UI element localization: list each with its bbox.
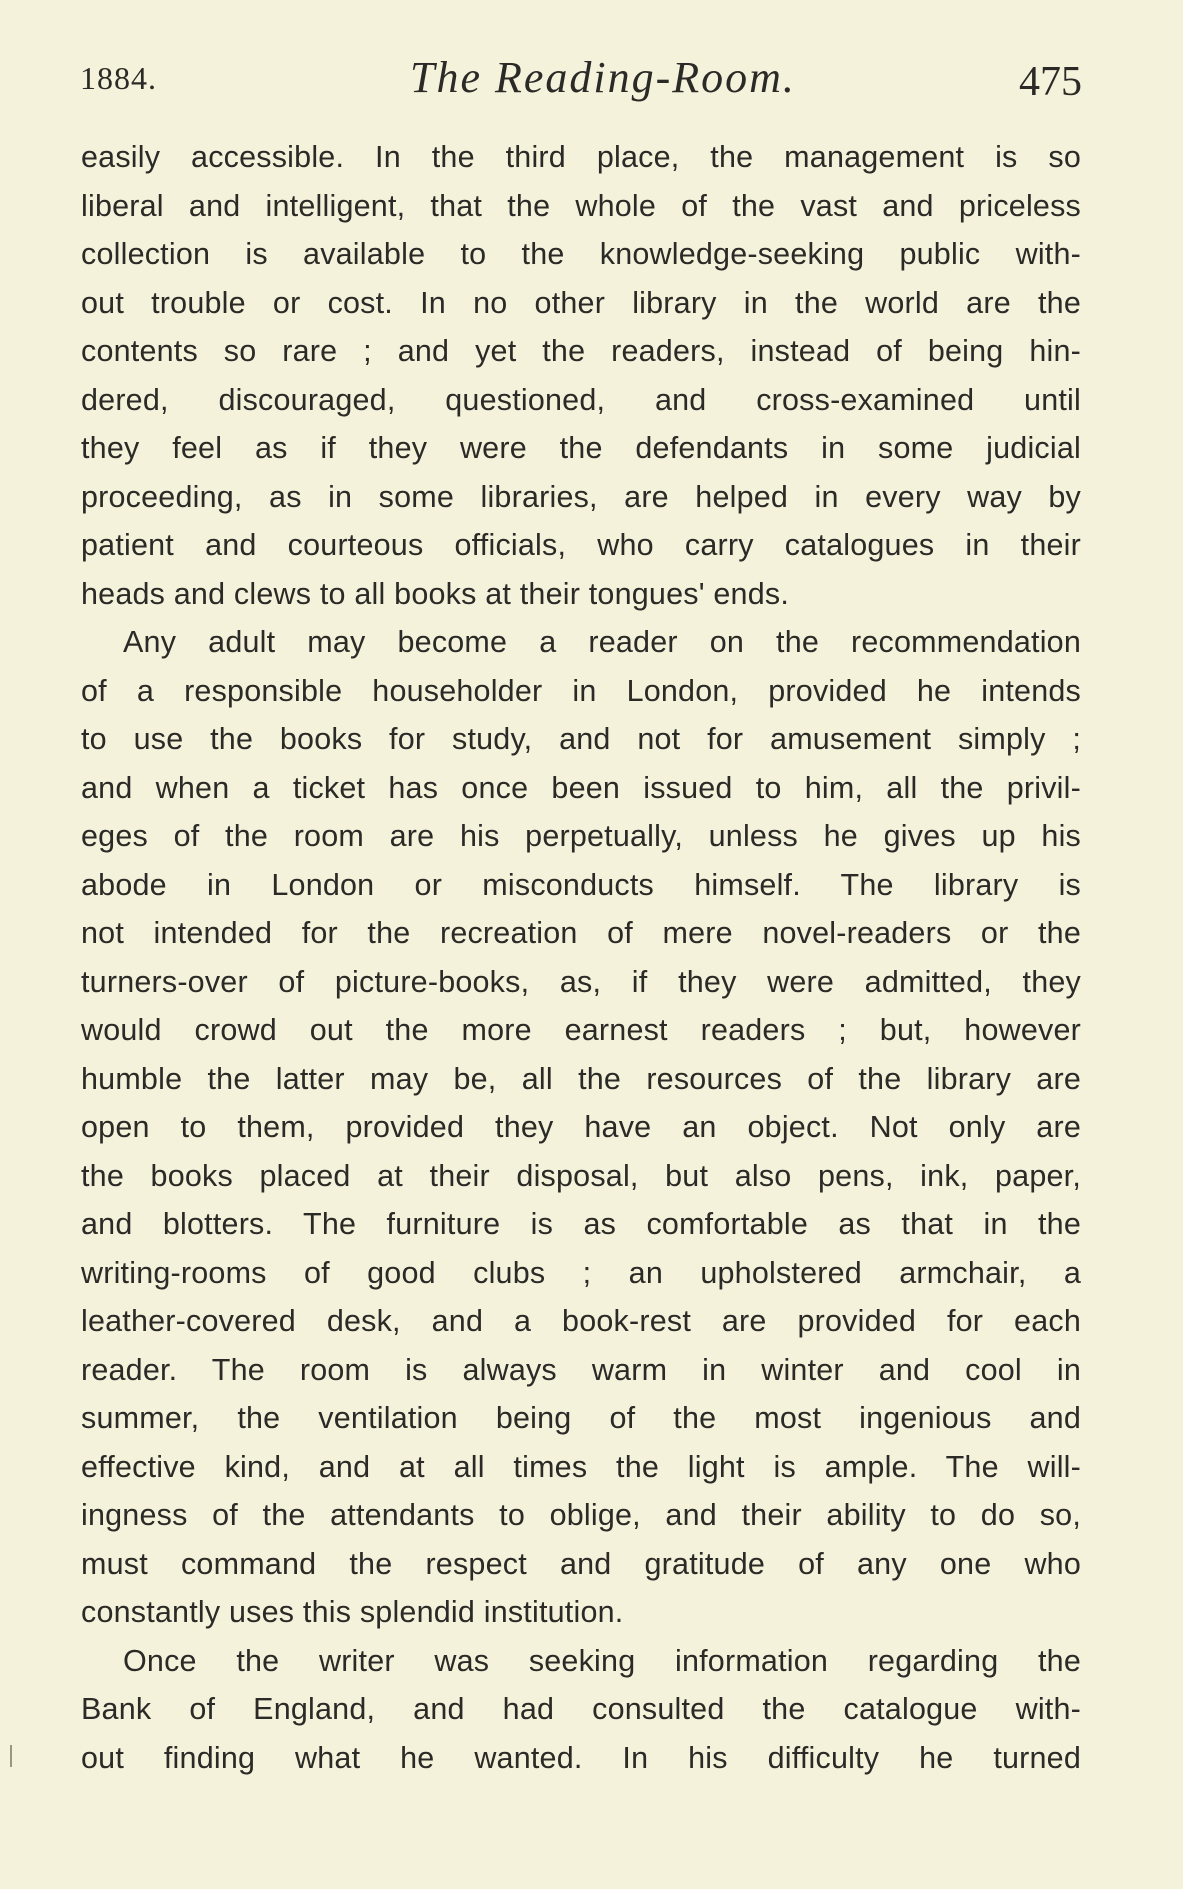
text-line: abode in London or misconducts himself. The library is xyxy=(81,867,1081,902)
text-line: easily accessible. In the third place, the management is so xyxy=(81,140,1081,174)
text-line: turners-over of picture-books, as, if they were admitted, they xyxy=(81,964,1081,999)
text-line: humble the latter may be, all the resources of the library are xyxy=(81,1061,1081,1096)
body-text xyxy=(81,133,1081,1782)
header-year: 1884. xyxy=(80,60,157,96)
text-line: patient and courteous officials, who carry catalogues in their xyxy=(81,528,1081,562)
text-line: and blotters. The furniture is as comfortable as that in the xyxy=(81,1207,1081,1241)
text-line: not intended for the recreation of mere novel-readers or the xyxy=(81,916,1081,950)
text-line: to use the books for study, and not for amusement simply ; xyxy=(81,722,1081,756)
text-line: and when a ticket has once been issued to him, all the privil- xyxy=(81,770,1081,805)
text-line: of a responsible householder in London, provided he intends xyxy=(81,673,1081,708)
text-line: effective kind, and at all times the light is ample. The will- xyxy=(81,1449,1081,1484)
text-line: liberal and intelligent, that the whole of the vast and priceless xyxy=(81,188,1081,223)
text-line: out trouble or cost. In no other library in the world are the xyxy=(81,285,1081,320)
text-line: summer, the ventilation being of the most ingenious and xyxy=(81,1401,1081,1435)
text-line: out finding what he wanted. In his difficulty he turned xyxy=(81,1740,1081,1775)
running-head xyxy=(80,52,1080,112)
text-line: writing-rooms of good clubs ; an upholstered armchair, a xyxy=(81,1255,1081,1290)
text-line: they feel as if they were the defendants in some judicial xyxy=(81,431,1081,465)
text-line: would crowd out the more earnest readers ; but, however xyxy=(81,1013,1081,1047)
text-line: leather-covered desk, and a book-rest are provided for each xyxy=(81,1304,1081,1338)
page-number: 475 xyxy=(1019,59,1082,105)
text-line: ingness of the attendants to oblige, and their ability to do so, xyxy=(81,1498,1081,1532)
text-line: heads and clews to all books at their tongues' ends. xyxy=(81,576,789,611)
text-line: must command the respect and gratitude of any one who xyxy=(81,1546,1081,1581)
text-line: the books placed at their disposal, but also pens, ink, paper, xyxy=(81,1158,1081,1193)
text-line: Any adult may become a reader on the recommendation xyxy=(123,625,1081,659)
margin-mark xyxy=(10,1745,12,1767)
text-line: collection is available to the knowledge-seeking public with- xyxy=(81,237,1081,271)
text-line: constantly uses this splendid institution. xyxy=(81,1595,624,1629)
text-line: reader. The room is always warm in winter and cool in xyxy=(81,1352,1081,1387)
text-line: open to them, provided they have an object. Not only are xyxy=(81,1110,1081,1144)
header-title: The Reading-Room. xyxy=(410,53,796,102)
text-line: dered, discouraged, questioned, and cross-examined until xyxy=(81,382,1081,417)
text-line: eges of the room are his perpetually, unless he gives up his xyxy=(81,819,1081,853)
text-line: proceeding, as in some libraries, are helped in every way by xyxy=(81,479,1081,514)
text-line: contents so rare ; and yet the readers, instead of being hin- xyxy=(81,334,1081,368)
text-line: Bank of England, and had consulted the catalogue with- xyxy=(81,1692,1081,1726)
text-line: Once the writer was seeking information regarding the xyxy=(123,1643,1081,1678)
